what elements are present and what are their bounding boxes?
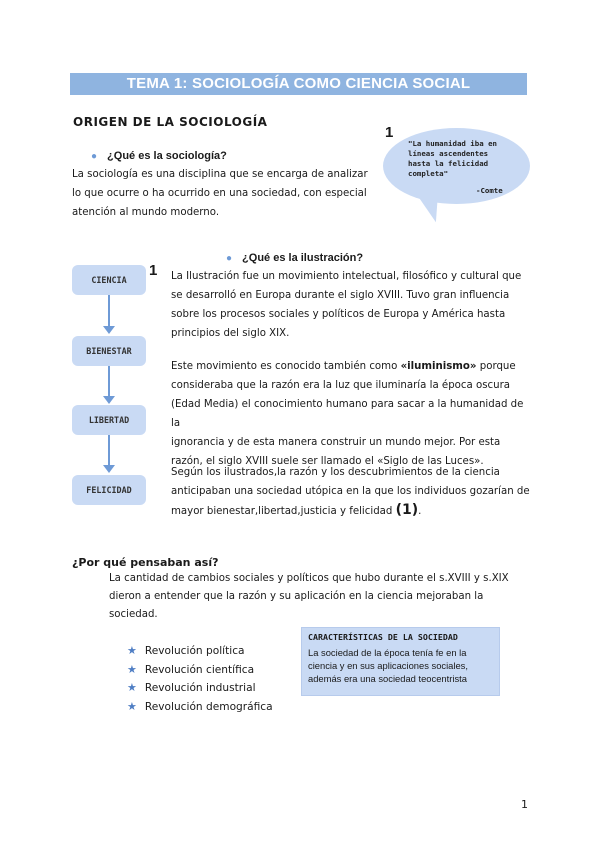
why-paragraph (109, 570, 539, 624)
text-run: mayor bienestar,libertad,justicia y felicidad (171, 506, 396, 517)
text-run: Este movimiento es conocido también como (171, 361, 401, 372)
title-banner (70, 73, 527, 95)
quote-line: líneas ascendentes (408, 149, 489, 158)
quote-line: hasta la felicidad (408, 159, 489, 168)
bullet-icon: ● (91, 151, 98, 162)
footnote-number: 1 (149, 262, 158, 279)
list-item (127, 661, 273, 680)
question-heading: ¿Qué es la ilustración? (242, 252, 364, 264)
bullet-icon: ● (226, 253, 233, 264)
text-line: se desarrolló en Europa durante el siglo XVIII. Tuvo gran influencia (171, 290, 510, 301)
text-line (171, 357, 531, 376)
text-line: anticipaban una sociedad utópica en la que los individuos gozarían de (171, 486, 530, 497)
characteristics-text (308, 646, 498, 685)
text-line: sobre los procesos sociales y políticos de Europa y América hasta (171, 309, 506, 320)
text-line: además era una sociedad teocentrista (308, 673, 467, 684)
question-heading: ¿Qué es la sociología? (107, 150, 227, 162)
flow-arrow-line (108, 366, 110, 397)
text-line: La sociología es una disciplina que se encarga de analizar (72, 169, 368, 180)
question-what-is-enlightenment (226, 252, 363, 264)
text-run: . (418, 506, 422, 517)
list-item (127, 642, 273, 661)
text-line: lo que ocurre o ha ocurrido en una sociedad, con especial (72, 188, 367, 199)
revolutions-list (127, 642, 273, 716)
text-line: principios del siglo XIX. (171, 328, 290, 339)
text-line: sociedad. (109, 609, 158, 620)
text-line: atención al mundo moderno. (72, 207, 220, 218)
flow-box-ciencia: CIENCIA (72, 265, 146, 295)
list-item-label: Revolución científica (144, 663, 255, 676)
text-line: ignorancia y de esta manera construir un mundo mejor. Por esta (171, 437, 501, 448)
footnote-number: 1 (385, 124, 394, 141)
section-heading: ORIGEN DE LA SOCIOLOGÍA (73, 115, 268, 129)
star-icon: ★ (127, 662, 137, 676)
flow-arrow-line (108, 435, 110, 466)
page-title: TEMA 1: SOCIOLOGÍA COMO CIENCIA SOCIAL (126, 75, 471, 92)
list-item-label: Revolución industrial (144, 682, 256, 694)
list-item-label: Revolución política (144, 645, 245, 657)
star-icon: ★ (127, 699, 137, 713)
enlightenment-paragraph-3 (171, 463, 531, 521)
page-number: 1 (521, 798, 528, 811)
flow-box-libertad: LIBERTAD (72, 405, 146, 435)
text-line: La sociedad de la época tenía fe en la (308, 647, 467, 658)
list-item-label: Revolución demográfica (144, 700, 273, 713)
flow-box-felicidad: FELICIDAD (72, 475, 146, 505)
text-line: dieron a entender que la razón y su aplicación en la ciencia mejoraban la (109, 591, 484, 602)
arrow-down-icon (103, 396, 115, 404)
star-icon: ★ (127, 644, 137, 657)
text-line: La Ilustración fue un movimiento intelectual, filosófico y cultural que (171, 271, 522, 282)
sociology-paragraph (72, 165, 372, 222)
arrow-down-icon (103, 465, 115, 473)
why-heading: ¿Por qué pensaban así? (72, 556, 219, 569)
quote-line: completa" (408, 169, 449, 178)
enlightenment-paragraph-1 (171, 267, 531, 343)
comte-quote (408, 139, 518, 179)
text-run: porque (476, 361, 516, 372)
text-line: Según los ilustrados,la razón y los descubrimientos de la ciencia (171, 467, 500, 478)
characteristics-box (301, 627, 500, 696)
question-what-is-sociology (91, 150, 227, 162)
text-line: ciencia y en sus aplicaciones sociales, (308, 660, 468, 671)
characteristics-title: CARACTERÍSTICAS DE LA SOCIEDAD (308, 632, 458, 642)
enlightenment-paragraph-2 (171, 357, 531, 471)
flow-box-bienestar: BIENESTAR (72, 336, 146, 366)
footnote-reference: (1) (395, 502, 419, 518)
text-line: La cantidad de cambios sociales y políticos que hubo durante el s.XVIII y s.XIX (109, 573, 509, 584)
flow-arrow-line (108, 295, 110, 327)
star-icon: ★ (127, 681, 137, 694)
text-line: consideraba que la razón era la luz que iluminaría la época oscura (171, 380, 511, 391)
list-item (127, 679, 273, 698)
quote-line: "La humanidad iba en (408, 139, 497, 148)
list-item (127, 698, 273, 717)
arrow-down-icon (103, 326, 115, 334)
quote-author: -Comte (476, 186, 503, 195)
text-line: (Edad Media) el conocimiento humano para sacar a la humanidad de la (171, 399, 524, 429)
text-line: razón, el siglo XVIII suele ser llamado el «Siglo de las Luces». (171, 456, 484, 467)
iluminismo-term: «iluminismo» (400, 361, 477, 372)
text-line (171, 501, 531, 521)
